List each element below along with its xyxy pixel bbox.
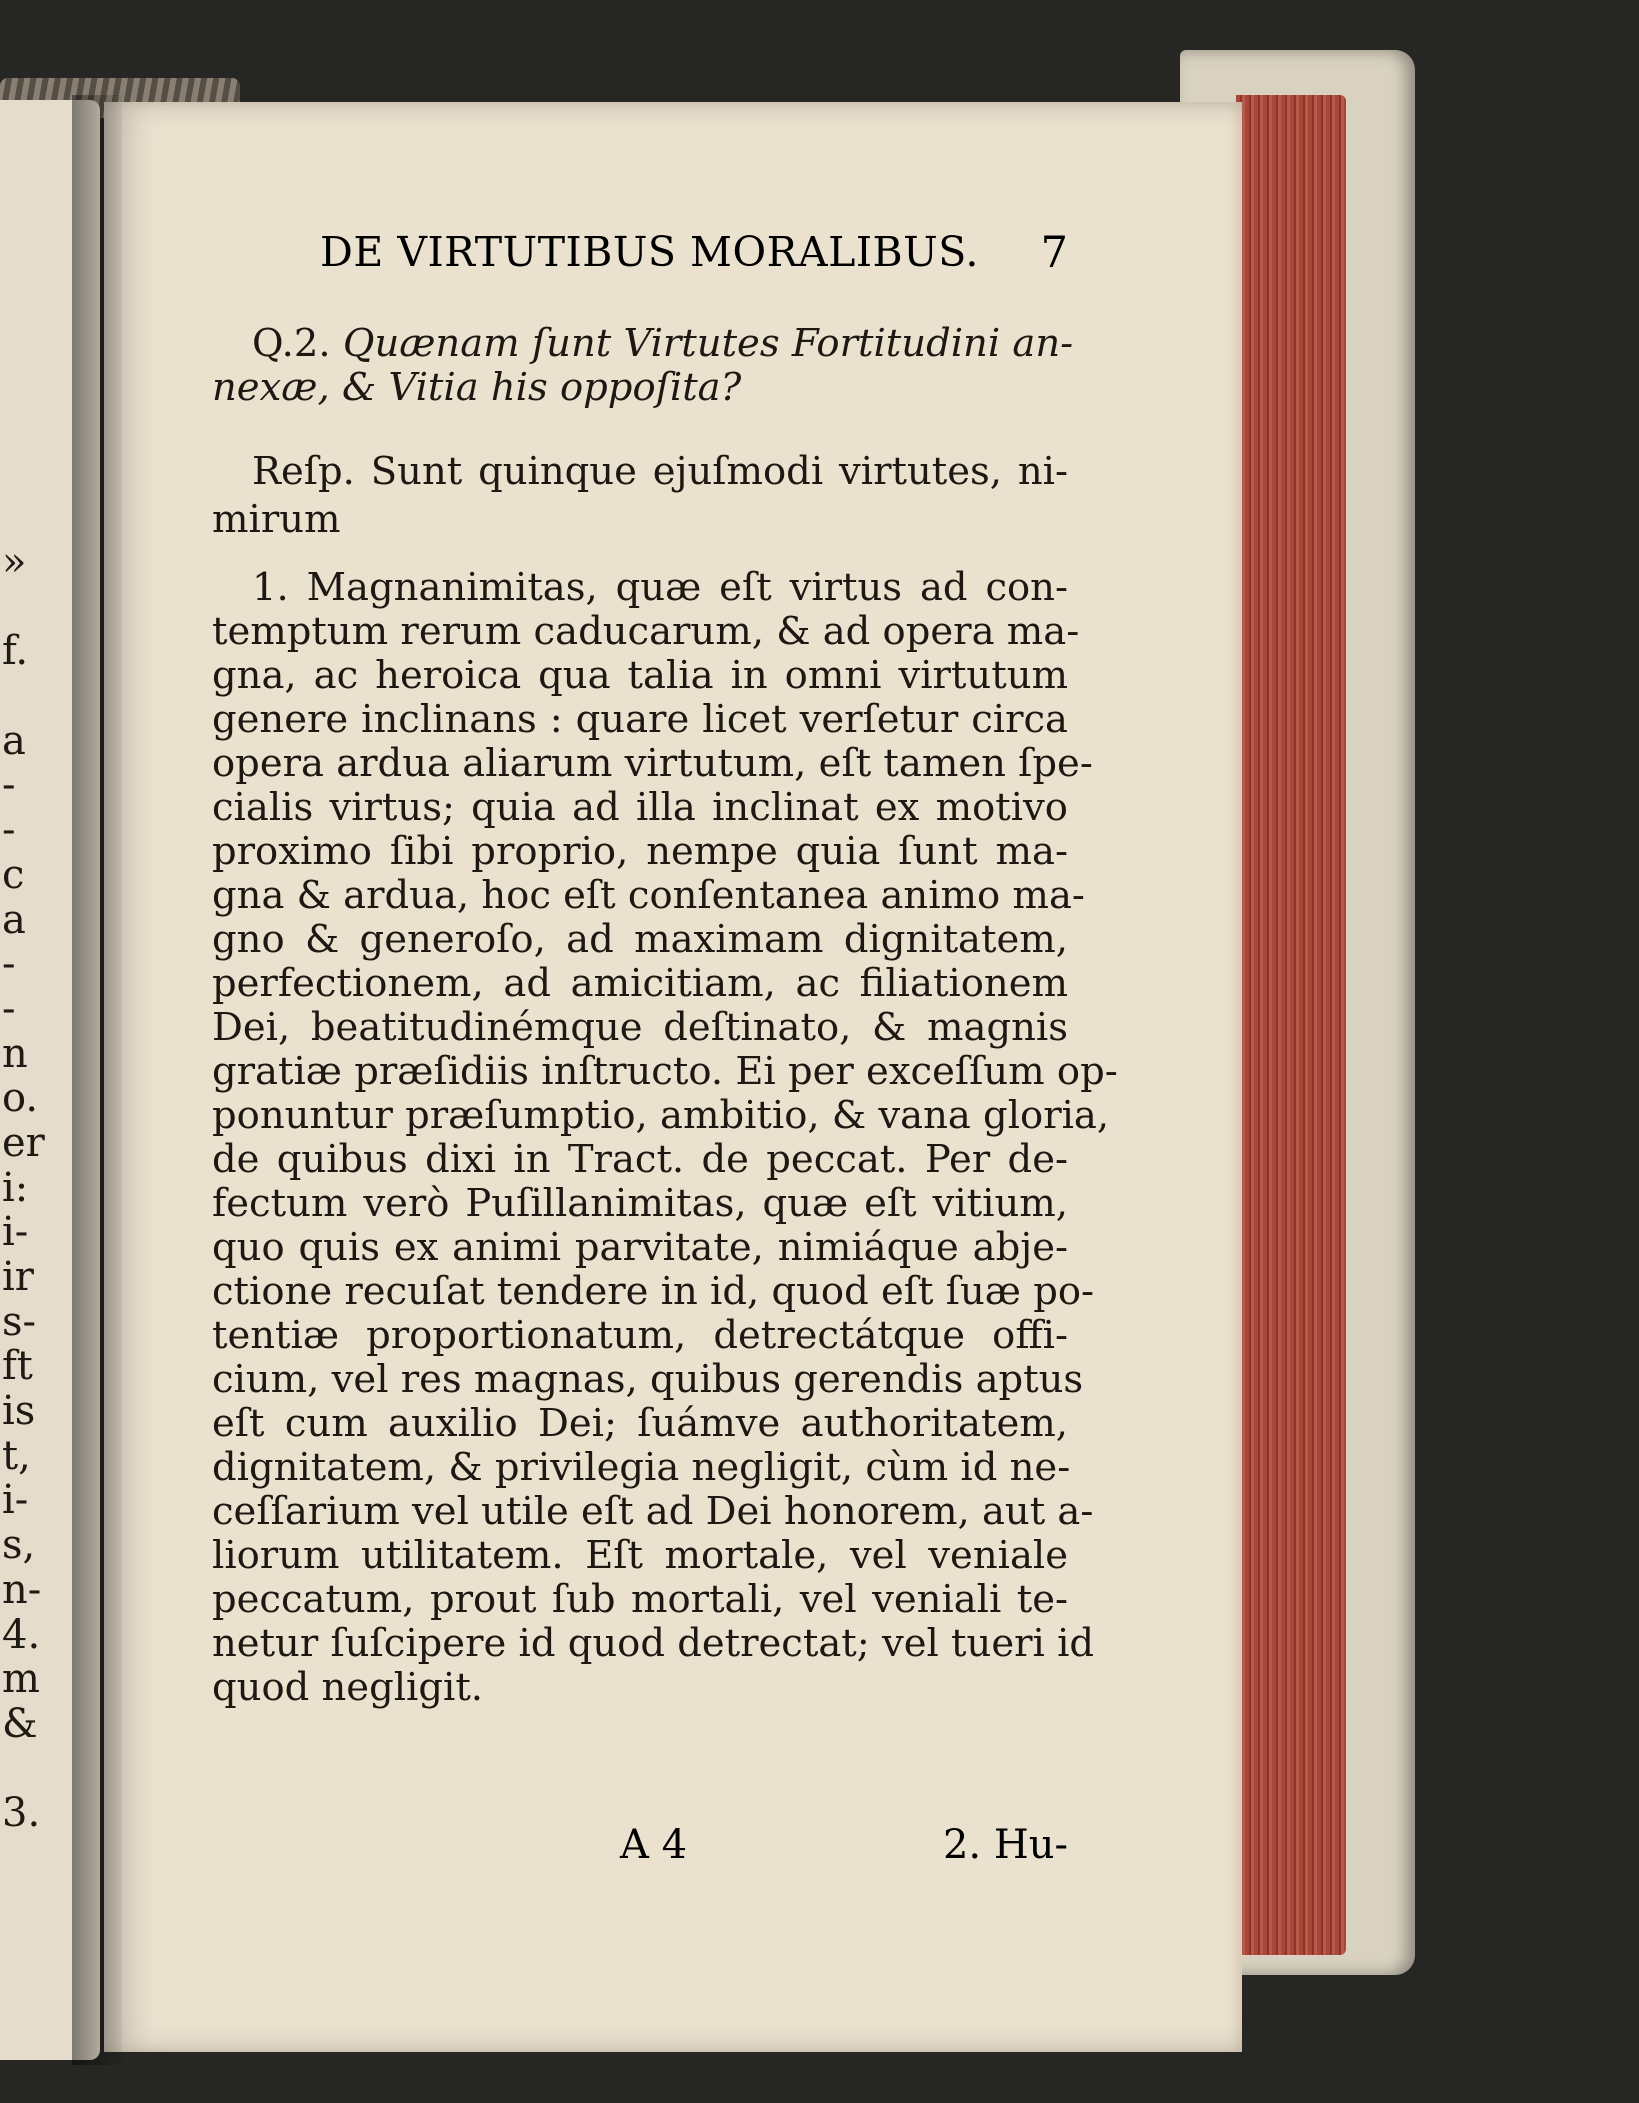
left-edge-letter: m	[2, 1656, 40, 1703]
body-line: quod negligit.	[212, 1665, 484, 1710]
body-line: gratiæ præſidiis inſtructo. Ei per exceſſum op-	[212, 1049, 1118, 1094]
left-edge-letter: -	[2, 807, 16, 854]
body-line: ceſſarium vel utile eſt ad Dei honorem, aut a-	[212, 1489, 1094, 1534]
body-line: tentiæ proportionatum, detrectátque offi-	[212, 1313, 1068, 1358]
page-footer	[212, 1822, 1068, 1872]
body-line: proximo ſibi proprio, nempe quia ſunt ma-	[212, 829, 1068, 874]
left-edge-letter: »	[2, 539, 27, 585]
question-line-2: nexæ, & Vitia his oppoſita?	[212, 365, 742, 410]
left-edge-letter: i-	[2, 1477, 29, 1524]
body-line: netur ſuſcipere id quod detrectat; vel tueri id	[212, 1621, 1095, 1666]
left-edge-letter: is	[2, 1388, 36, 1435]
body-line: gna & ardua, hoc eſt conſentanea animo ma-	[212, 873, 1085, 918]
body-line: eſt cum auxilio Dei; ſuámve authoritatem,	[212, 1401, 1068, 1446]
left-page-edge-text	[2, 540, 62, 1836]
question-text-1: Quænam ſunt Virtutes Fortitudini an-	[342, 321, 1074, 366]
left-edge-letter: i-	[2, 1209, 29, 1256]
left-edge-letter: c	[2, 851, 25, 898]
left-edge-letter: o.	[2, 1075, 39, 1122]
body-line: liorum utilitatem. Eſt mortale, vel veniale	[212, 1533, 1068, 1578]
body-line: 1. Magnanimitas, quæ eſt virtus ad con-	[252, 565, 1068, 610]
running-title: DE VIRTUTIBUS MORALIBUS.	[320, 228, 979, 276]
left-edge-letter: t,	[2, 1432, 31, 1479]
left-edge-letter: &	[2, 1700, 38, 1747]
body-line: opera ardua aliarum virtutum, eſt tamen ſpe-	[212, 741, 1093, 786]
left-edge-letter: -	[2, 985, 16, 1032]
left-edge-letter: 4.	[2, 1611, 41, 1658]
body-line: mirum	[212, 497, 341, 542]
left-edge-letter: 3.	[2, 1790, 41, 1837]
signature-mark: A 4	[620, 1822, 688, 1868]
body-line: quo quis ex animi parvitate, nimiáque abje-	[212, 1225, 1068, 1270]
left-edge-letter: s,	[2, 1522, 36, 1569]
body-line: Reſp. Sunt quinque ejuſmodi virtutes, ni-	[252, 449, 1068, 494]
left-edge-letter: ir	[2, 1254, 34, 1300]
left-edge-letter	[2, 585, 62, 630]
body-line: perfectionem, ad amicitiam, ac filiationem	[212, 961, 1068, 1006]
catchword: 2. Hu-	[942, 1822, 1068, 1868]
left-edge-letter: -	[2, 762, 16, 809]
body-line: ponuntur præſumptio, ambitio, & vana gloria,	[212, 1093, 1110, 1138]
body-line: Dei, beatitudinémque deſtinato, & magnis	[212, 1005, 1068, 1050]
left-edge-letter	[2, 1747, 62, 1792]
body-line: cialis virtus; quia ad illa inclinat ex motivo	[212, 785, 1068, 830]
body-line: de quibus dixi in Tract. de peccat. Per de-	[212, 1137, 1068, 1182]
body-line: ctione recuſat tendere in id, quod eſt ſuæ po-	[212, 1269, 1095, 1314]
left-edge-letter: ft	[2, 1343, 33, 1390]
body-line: fectum verò Puſillanimitas, quæ eſt vitium,	[212, 1181, 1068, 1226]
left-edge-letter: s-	[2, 1298, 37, 1345]
left-edge-letter: n-	[2, 1566, 42, 1613]
body-line: cium, vel res magnas, quibus gerendis aptus	[212, 1357, 1084, 1402]
body-line: gno & generoſo, ad maximam dignitatem,	[212, 917, 1068, 962]
left-edge-letter: n	[2, 1030, 28, 1077]
left-edge-letter: a	[2, 896, 26, 943]
body-line: temptum rerum caducarum, & ad opera ma-	[212, 609, 1080, 654]
body-line: genere inclinans : quare licet verſetur circa	[212, 697, 1068, 742]
spine-shadow	[72, 95, 122, 2065]
body-line: dignitatem, & privilegia negligit, cùm id ne-	[212, 1445, 1071, 1490]
question-label: Q.2.	[252, 321, 331, 366]
question-line-1	[252, 321, 1074, 366]
left-edge-letter: a	[2, 717, 26, 764]
left-edge-letter	[2, 674, 62, 719]
left-edge-letter: er	[2, 1119, 45, 1166]
body-line: peccatum, prout ſub mortali, vel veniali te-	[212, 1577, 1068, 1622]
body-line: gna, ac heroica qua talia in omni virtutum	[212, 653, 1068, 698]
page-number: 7	[1040, 228, 1068, 278]
red-page-edges	[1236, 95, 1346, 1955]
left-edge-letter: f.	[2, 628, 29, 675]
left-edge-letter: i:	[2, 1164, 29, 1211]
left-edge-letter: -	[2, 941, 16, 988]
running-head	[212, 228, 1068, 288]
